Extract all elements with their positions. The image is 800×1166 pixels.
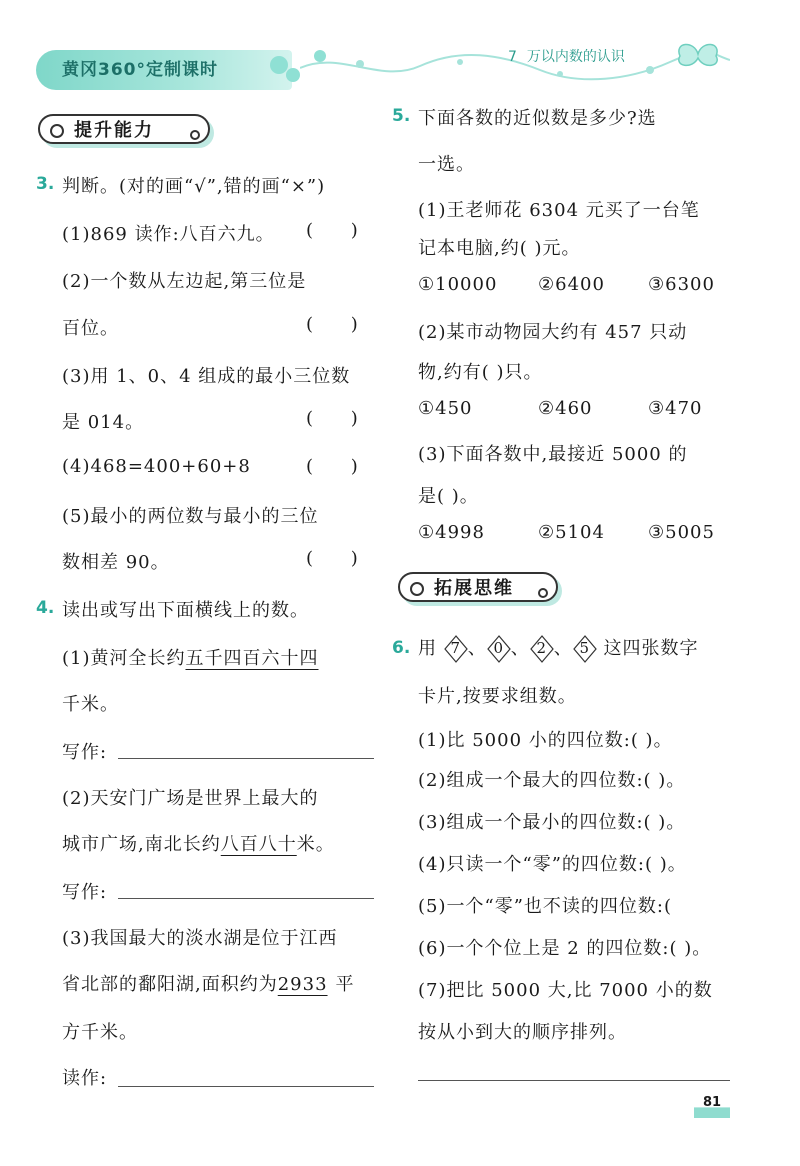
- brand-banner: 黄冈360°定制课时: [36, 50, 292, 90]
- q5-item1: (1)王老师花 6304 元买了一台笔: [418, 200, 700, 221]
- q6-item: (5)一个“零”也不读的四位数:(: [418, 896, 672, 917]
- q3-paren: ( ): [306, 220, 359, 241]
- q5-item3-option[interactable]: ③5005: [648, 522, 715, 543]
- q3-number: 3.: [36, 174, 55, 194]
- q5-item2b: 物,约有( )只。: [418, 362, 543, 383]
- q5-item2-option[interactable]: ①450: [418, 398, 473, 419]
- q3-item5: (5)最小的两位数与最小的三位: [62, 506, 319, 527]
- q4-item2-text: 城市广场,南北长约: [62, 834, 221, 855]
- q3-item5b: 数相差 90。: [62, 552, 170, 573]
- q5-item2: (2)某市动物园大约有 457 只动: [418, 322, 688, 343]
- q4-item2b: [62, 830, 335, 856]
- q6-item: (7)把比 5000 大,比 7000 小的数: [418, 980, 713, 1001]
- page-number: 81: [694, 1094, 730, 1118]
- decor-dot: [286, 68, 300, 82]
- q3-item2b: 百位。: [62, 318, 119, 339]
- q4-item3: (3)我国最大的淡水湖是位于江西: [62, 928, 338, 949]
- section-title: 拓展思维: [434, 578, 514, 599]
- q5-item2-option[interactable]: ②460: [538, 398, 593, 419]
- q6-stem-b: 卡片,按要求组数。: [418, 686, 577, 707]
- q5-item1-option[interactable]: ②6400: [538, 274, 605, 295]
- chapter-number: 7: [508, 49, 517, 65]
- q6-pre: 用: [418, 638, 437, 659]
- q6-item: (3)组成一个最小的四位数:( )。: [418, 812, 686, 833]
- section-tuozhan: [398, 572, 558, 602]
- q3-paren: ( ): [306, 314, 359, 335]
- number-card: 7: [444, 635, 468, 663]
- q4-item1-text: (1)黄河全长约: [62, 648, 186, 669]
- q3-stem: 判断。(对的画“√”,错的画“×”): [62, 176, 326, 197]
- q6-number: 6.: [392, 638, 411, 658]
- q4-write2-blank[interactable]: [118, 898, 374, 899]
- q6-item: (6)一个个位上是 2 的四位数:( )。: [418, 938, 712, 959]
- chapter-title: [508, 46, 625, 66]
- q3-paren: ( ): [306, 548, 359, 569]
- q4-read3-label: 读作:: [62, 1068, 108, 1089]
- q3-item1: (1)869 读作:八百六九。: [62, 224, 275, 245]
- q4-item3c: 方千米。: [62, 1022, 138, 1043]
- number-card: 0: [487, 635, 511, 663]
- number-card: 5: [573, 635, 597, 663]
- q5-stem: 下面各数的近似数是多少?选: [418, 108, 657, 129]
- q6-item: (1)比 5000 小的四位数:( )。: [418, 730, 673, 751]
- q3-item3b: 是 014。: [62, 412, 145, 433]
- q6-item: (4)只读一个“零”的四位数:( )。: [418, 854, 687, 875]
- number-card: 2: [530, 635, 554, 663]
- q3-item3: (3)用 1、0、4 组成的最小三位数: [62, 366, 351, 387]
- q3-item4: (4)468=400+60+8: [62, 456, 251, 477]
- q3-paren: ( ): [306, 408, 359, 429]
- q4-item2-underlined: 八百八十: [220, 834, 297, 855]
- chapter-name: 万以内数的认识: [526, 49, 625, 65]
- q4-number: 4.: [36, 598, 55, 618]
- q4-item3-underlined: 2933: [277, 974, 328, 995]
- q4-item1-underlined: 五千四百六十四: [185, 648, 319, 669]
- section-title: 提升能力: [74, 120, 154, 141]
- q5-item3-option[interactable]: ①4998: [418, 522, 485, 543]
- q4-item1b: 千米。: [62, 694, 119, 715]
- q4-write2-label: 写作:: [62, 882, 108, 903]
- q6-stem: 用 7 、 0 、 2 、 5 这四张数字: [418, 634, 698, 663]
- q6-item: 按从小到大的顺序排列。: [418, 1022, 627, 1043]
- q4-item3-text: 省北部的鄱阳湖,面积约为: [62, 974, 278, 995]
- q5-number: 5.: [392, 106, 411, 126]
- q5-item3b: 是( )。: [418, 486, 479, 507]
- q4-item3-post: 平: [335, 974, 355, 995]
- q3-paren: ( ): [306, 456, 359, 477]
- butterfly-icon: [672, 36, 728, 72]
- q5-item1b: 记本电脑,约( )元。: [418, 238, 581, 259]
- q4-write1-blank[interactable]: [118, 758, 374, 759]
- q4-item2-post: 米。: [296, 834, 335, 855]
- q5-item3: (3)下面各数中,最接近 5000 的: [418, 444, 688, 465]
- section-tisheng: [38, 114, 210, 144]
- q5-stem-b: 一选。: [418, 154, 475, 175]
- q6-answer-blank[interactable]: [418, 1080, 730, 1081]
- q4-item3b: [62, 970, 355, 996]
- q5-item2-option[interactable]: ③470: [648, 398, 703, 419]
- q4-item2: (2)天安门广场是世界上最大的: [62, 788, 319, 809]
- q5-item1-option[interactable]: ③6300: [648, 274, 715, 295]
- q6-post: 这四张数字: [603, 638, 699, 659]
- q6-item: (2)组成一个最大的四位数:( )。: [418, 770, 686, 791]
- q4-stem: 读出或写出下面横线上的数。: [62, 600, 309, 621]
- q5-item3-option[interactable]: ②5104: [538, 522, 605, 543]
- q4-item1: [62, 644, 319, 670]
- q3-item2: (2)一个数从左边起,第三位是: [62, 271, 307, 292]
- decor-dot: [270, 56, 288, 74]
- q5-item1-option[interactable]: ①10000: [418, 274, 498, 295]
- q4-write1-label: 写作:: [62, 742, 108, 763]
- q4-read3-blank[interactable]: [118, 1086, 374, 1087]
